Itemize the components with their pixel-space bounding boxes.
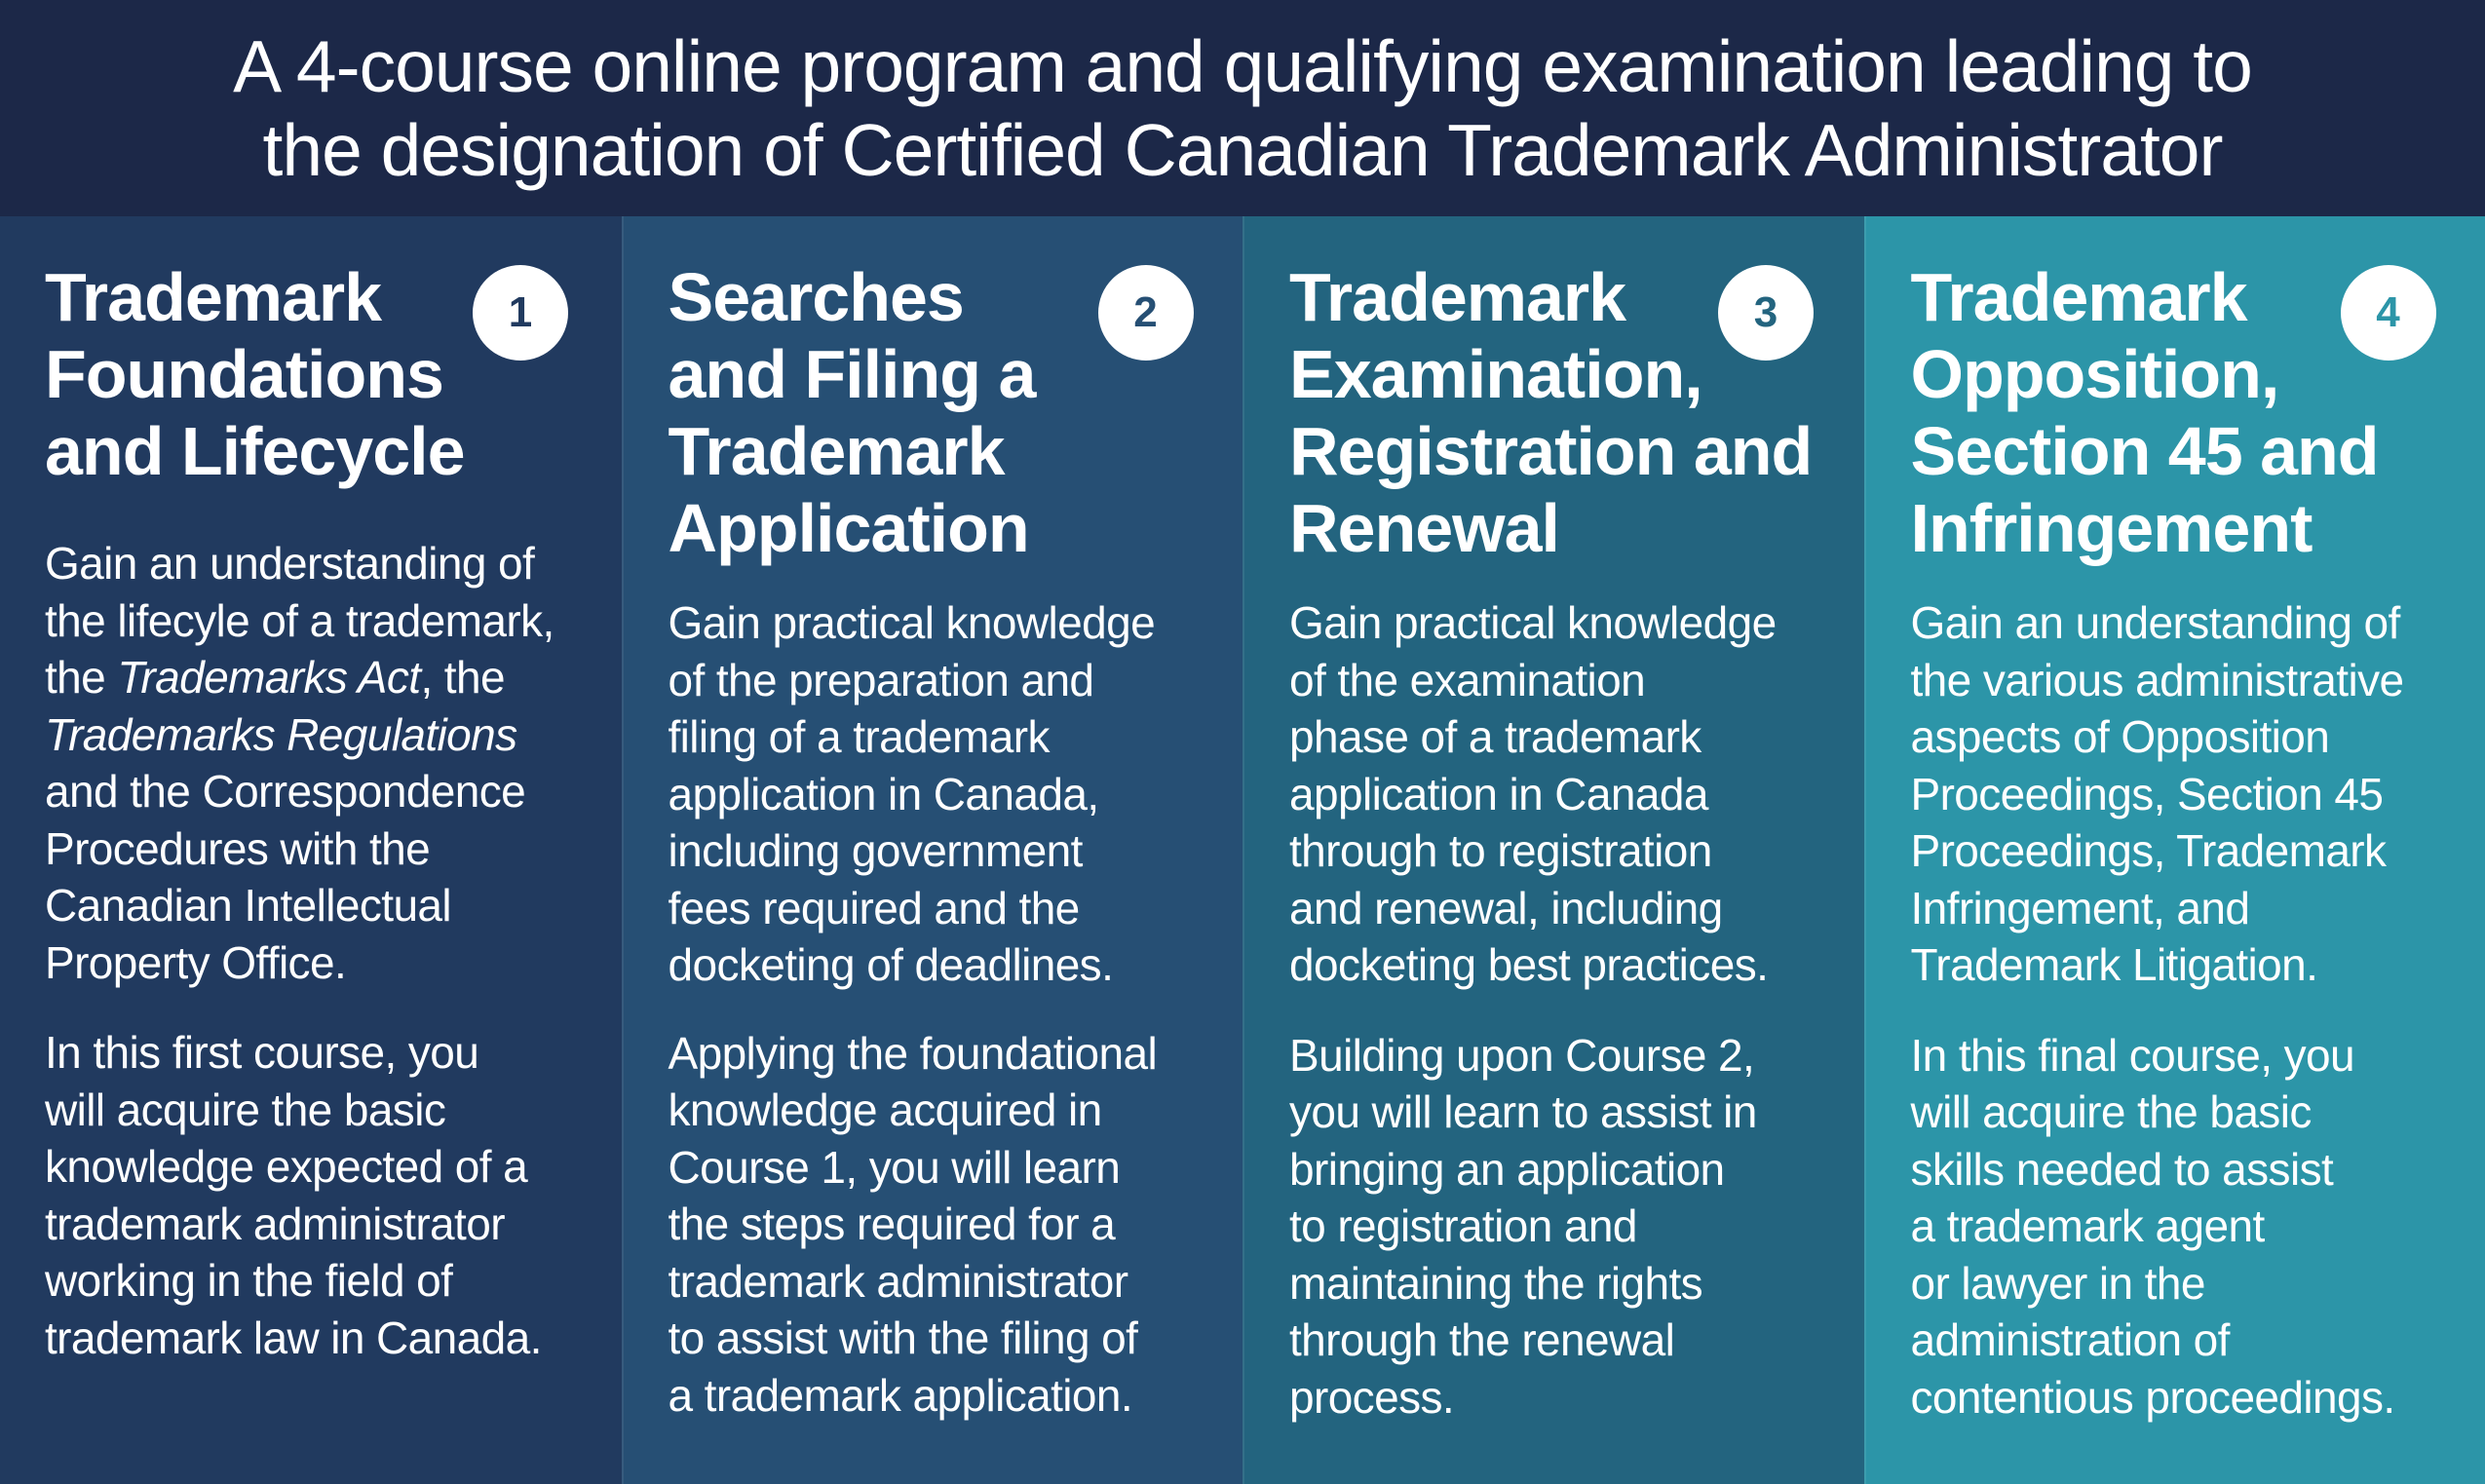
banner-line-1: A 4-course online program and qualifying examination leading to [233,25,2252,107]
course-number: 2 [1133,288,1158,336]
description-line: fees required and the [668,882,1080,933]
outcome-line: will acquire the basic [1910,1086,2312,1137]
description-line: and the Correspondence [45,766,526,817]
course-description [1911,594,2466,994]
description-line: filing of a trademark [668,711,1050,762]
course-outcome [1289,1027,1845,1427]
outcome-line: skills needed to assist [1910,1143,2334,1195]
outcome-line: to assist with the filing of [668,1313,1138,1363]
outcome-line: maintaining the rights [1289,1257,1703,1309]
description-line: Trademarks Regulations [45,708,517,760]
course-columns [0,216,2485,1484]
outcome-line: Building upon Course 2, [1289,1029,1755,1081]
outcome-line: a trademark application. [668,1369,1133,1421]
description-line: the lifecyle of a trademark, [45,594,554,646]
outcome-line: trademark administrator [668,1255,1128,1307]
course-title-line: and Filing a [668,336,1036,412]
course-description [45,535,602,991]
outcome-line: Course 1, you will learn [668,1141,1121,1193]
course-outcome [45,1024,602,1366]
description-line: the Trademarks Act, the [45,652,505,703]
outcome-line: knowledge expected of a [45,1141,528,1192]
outcome-line: bringing an application [1289,1143,1725,1195]
outcome-line: trademark administrator [45,1198,505,1249]
outcome-line: through the renewal [1289,1314,1675,1365]
course-title-line: Trademark [668,413,1005,489]
outcome-line: Applying the foundational [668,1027,1158,1079]
description-line: Gain an understanding of [1910,597,2400,648]
course-title-line: Opposition, [1910,336,2279,412]
outcome-line: working in the field of [45,1255,453,1306]
description-line: docketing best practices. [1289,939,1769,990]
outcome-line: contentious proceedings. [1910,1371,2395,1423]
description-line: Gain an understanding of [45,538,535,589]
description-line: and renewal, including [1289,882,1723,933]
description-line: application in Canada, [668,768,1099,819]
course-description [1289,594,1845,994]
course-title-line: Application [668,490,1029,566]
outcome-line: the steps required for a [668,1199,1116,1249]
outcome-line: will acquire the basic [45,1084,446,1135]
banner-line-2: the designation of Certified Canadian Trademark Administrator [262,109,2223,191]
description-line: Canadian Intellectual [45,880,452,931]
outcome-line: knowledge acquired in [668,1084,1102,1135]
description-line: phase of a trademark [1289,711,1701,762]
course-number-badge [2341,265,2436,361]
course-title-line: Section 45 and [1910,413,2379,489]
course-number: 4 [2376,288,2400,336]
description-line: application in Canada [1289,768,1708,819]
outcome-line: or lawyer in the [1910,1257,2205,1309]
course-column-1 [0,216,622,1484]
outcome-line: to registration and [1289,1200,1637,1251]
course-title-line: Trademark [45,259,382,335]
course-title-line: Examination, [1289,336,1702,412]
course-title-line: Foundations [45,336,443,412]
header-banner [0,0,2485,216]
course-number-badge [1098,265,1194,361]
course-number-badge [473,265,568,361]
description-line: Gain practical knowledge [668,597,1156,648]
course-title-line: Registration and [1289,413,1813,489]
course-title-line: Trademark [1910,259,2247,335]
course-title-line: and Lifecycle [45,413,465,489]
outcome-line: In this final course, you [1910,1029,2354,1081]
course-number: 1 [508,288,533,336]
description-line: the various administrative [1910,654,2404,705]
description-line: Trademark Litigation. [1910,939,2318,990]
description-line: through to registration [1289,825,1712,876]
course-title-line: Searches [668,259,964,335]
description-line: Property Office. [45,936,347,988]
description-line: Proceedings, Section 45 [1910,768,2384,819]
outcome-line: you will learn to assist in [1289,1086,1757,1137]
outcome-line: administration of [1910,1314,2230,1365]
outcome-line: In this first course, you [45,1027,479,1078]
course-number: 3 [1753,288,1778,336]
description-line: docketing of deadlines. [668,939,1114,990]
outcome-line: process. [1289,1371,1455,1423]
course-column-2 [622,216,1243,1484]
description-line: of the preparation and [668,654,1094,705]
course-number-badge [1718,265,1814,361]
outcome-line: a trademark agent [1910,1200,2265,1251]
description-line: Gain practical knowledge [1289,597,1777,648]
description-line: Procedures with the [45,822,431,874]
course-outcome [669,1025,1224,1425]
course-column-4 [1864,216,2485,1484]
description-line: including government [668,825,1083,876]
description-line: Infringement, and [1910,882,2250,933]
course-outcome [1911,1027,2466,1427]
course-description [669,594,1224,994]
description-line: Proceedings, Trademark [1910,825,2387,876]
course-column-3 [1242,216,1864,1484]
outcome-line: trademark law in Canada. [45,1312,542,1363]
description-line: aspects of Opposition [1910,711,2330,762]
course-title-line: Infringement [1910,490,2313,566]
course-title-line: Trademark [1289,259,1626,335]
course-title-line: Renewal [1289,490,1559,566]
description-line: of the examination [1289,654,1646,705]
